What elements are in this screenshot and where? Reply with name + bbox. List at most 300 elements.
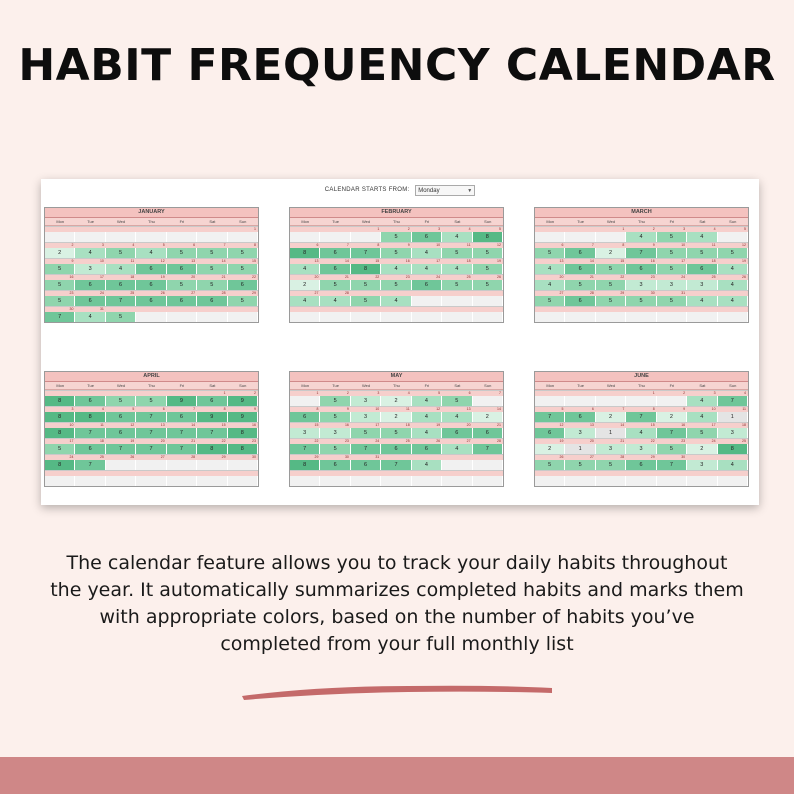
habit-count-cell[interactable]: 6 (381, 444, 411, 454)
habit-count-cell[interactable]: 9 (228, 412, 258, 422)
habit-count-cell[interactable] (565, 476, 595, 486)
habit-count-cell[interactable] (167, 232, 197, 242)
habit-count-row (45, 460, 258, 470)
habit-count-cell[interactable]: 5 (565, 280, 595, 290)
habit-count-cell[interactable] (45, 232, 75, 242)
habit-count-cell[interactable]: 7 (290, 444, 320, 454)
habit-count-cell[interactable] (535, 232, 565, 242)
habit-count-cell[interactable]: 8 (197, 444, 227, 454)
habit-count-cell[interactable]: 7 (136, 444, 166, 454)
habit-count-cell[interactable]: 3 (687, 280, 717, 290)
habit-count-row (535, 232, 748, 242)
calendar-week (45, 454, 258, 470)
date-number: 14 (589, 259, 594, 263)
habit-count-cell[interactable]: 2 (473, 412, 503, 422)
habit-count-cell[interactable] (106, 232, 136, 242)
habit-count-cell[interactable]: 8 (351, 264, 381, 274)
habit-count-cell[interactable]: 5 (197, 280, 227, 290)
habit-count-cell[interactable]: 5 (106, 312, 136, 322)
habit-count-cell[interactable]: 4 (412, 396, 442, 406)
habit-count-cell[interactable] (657, 312, 687, 322)
habit-count-cell[interactable]: 6 (136, 296, 166, 306)
habit-count-cell[interactable] (687, 476, 717, 486)
habit-count-cell[interactable]: 4 (320, 296, 350, 306)
habit-count-cell[interactable]: 3 (565, 428, 595, 438)
habit-count-cell[interactable] (442, 296, 472, 306)
habit-count-cell[interactable]: 5 (320, 280, 350, 290)
habit-count-cell[interactable]: 4 (290, 264, 320, 274)
habit-count-cell[interactable]: 5 (45, 444, 75, 454)
weekday-label: Tue (577, 383, 584, 388)
habit-count-cell[interactable]: 7 (535, 412, 565, 422)
habit-count-cell[interactable]: 3 (290, 428, 320, 438)
habit-count-cell[interactable]: 7 (167, 428, 197, 438)
habit-count-cell[interactable]: 6 (535, 428, 565, 438)
habit-count-cell[interactable]: 6 (136, 280, 166, 290)
habit-count-cell[interactable] (290, 232, 320, 242)
habit-count-cell[interactable]: 4 (290, 296, 320, 306)
habit-count-cell[interactable]: 3 (351, 412, 381, 422)
habit-count-cell[interactable]: 6 (473, 428, 503, 438)
habit-count-cell[interactable]: 7 (718, 396, 748, 406)
habit-count-cell[interactable] (473, 476, 503, 486)
habit-count-cell[interactable]: 7 (197, 428, 227, 438)
habit-count-cell[interactable]: 6 (75, 296, 105, 306)
habit-count-cell[interactable]: 5 (626, 296, 656, 306)
habit-count-cell[interactable]: 5 (535, 296, 565, 306)
habit-count-cell[interactable]: 5 (106, 248, 136, 258)
habit-count-cell[interactable]: 3 (626, 280, 656, 290)
habit-count-cell[interactable] (535, 476, 565, 486)
habit-count-cell[interactable]: 5 (718, 248, 748, 258)
habit-count-cell[interactable]: 6 (687, 264, 717, 274)
habit-count-cell[interactable]: 3 (75, 264, 105, 274)
habit-count-cell[interactable] (718, 232, 748, 242)
date-number: 26 (436, 439, 441, 443)
habit-count-row (290, 312, 503, 322)
habit-count-cell[interactable]: 8 (45, 428, 75, 438)
habit-count-cell[interactable] (442, 460, 472, 470)
habit-count-cell[interactable]: 8 (228, 444, 258, 454)
date-number: 28 (497, 439, 501, 443)
habit-count-cell[interactable]: 6 (197, 296, 227, 306)
habit-count-cell[interactable]: 7 (45, 312, 75, 322)
calendar-week (290, 470, 503, 486)
habit-count-row (290, 444, 503, 454)
habit-count-cell[interactable] (197, 476, 227, 486)
habit-count-cell[interactable] (75, 232, 105, 242)
habit-count-cell[interactable]: 7 (351, 444, 381, 454)
habit-count-cell[interactable] (228, 460, 258, 470)
date-number: 23 (252, 439, 256, 443)
habit-count-cell[interactable]: 5 (596, 296, 626, 306)
habit-count-cell[interactable]: 3 (718, 428, 748, 438)
habit-count-cell[interactable]: 4 (75, 312, 105, 322)
date-number: 7 (591, 243, 594, 247)
habit-count-cell[interactable]: 4 (535, 280, 565, 290)
habit-count-cell[interactable] (535, 396, 565, 406)
habit-count-cell[interactable]: 5 (442, 396, 472, 406)
habit-count-cell[interactable]: 4 (718, 460, 748, 470)
habit-count-cell[interactable]: 4 (442, 264, 472, 274)
habit-count-cell[interactable]: 2 (381, 412, 411, 422)
habit-count-cell[interactable] (381, 312, 411, 322)
habit-count-cell[interactable]: 6 (626, 460, 656, 470)
habit-count-cell[interactable] (473, 296, 503, 306)
habit-count-cell[interactable]: 4 (412, 412, 442, 422)
habit-count-row (535, 460, 748, 470)
habit-count-cell[interactable] (320, 312, 350, 322)
habit-count-cell[interactable]: 4 (412, 264, 442, 274)
habit-count-cell[interactable]: 4 (75, 248, 105, 258)
habit-count-cell[interactable] (657, 396, 687, 406)
habit-count-cell[interactable]: 5 (351, 296, 381, 306)
habit-count-cell[interactable]: 6 (75, 444, 105, 454)
habit-count-cell[interactable]: 5 (228, 248, 258, 258)
habit-count-cell[interactable]: 5 (473, 248, 503, 258)
habit-count-cell[interactable] (473, 312, 503, 322)
habit-count-cell[interactable] (45, 476, 75, 486)
habit-count-cell[interactable] (596, 476, 626, 486)
habit-count-cell[interactable]: 4 (106, 264, 136, 274)
habit-count-cell[interactable]: 8 (228, 428, 258, 438)
habit-count-cell[interactable]: 1 (596, 428, 626, 438)
habit-count-cell[interactable]: 7 (75, 428, 105, 438)
habit-count-cell[interactable]: 3 (351, 396, 381, 406)
habit-count-cell[interactable]: 4 (718, 264, 748, 274)
habit-count-cell[interactable]: 3 (657, 280, 687, 290)
habit-count-cell[interactable]: 5 (687, 248, 717, 258)
date-number: 20 (314, 275, 319, 279)
habit-count-cell[interactable]: 8 (45, 396, 75, 406)
habit-count-row (45, 296, 258, 306)
habit-count-cell[interactable]: 6 (320, 264, 350, 274)
date-number: 10 (69, 423, 74, 427)
habit-count-cell[interactable]: 4 (136, 248, 166, 258)
habit-count-cell[interactable]: 5 (381, 248, 411, 258)
habit-count-cell[interactable] (197, 460, 227, 470)
weekday-label: Sat (699, 219, 706, 224)
calendar-week (290, 406, 503, 422)
habit-count-cell[interactable]: 2 (687, 444, 717, 454)
habit-count-cell[interactable]: 5 (45, 296, 75, 306)
habit-count-cell[interactable] (106, 476, 136, 486)
habit-count-cell[interactable]: 4 (626, 428, 656, 438)
habit-count-cell[interactable] (657, 476, 687, 486)
habit-count-cell[interactable] (197, 232, 227, 242)
habit-count-cell[interactable]: 6 (106, 412, 136, 422)
habit-count-cell[interactable]: 6 (351, 460, 381, 470)
habit-count-cell[interactable]: 7 (75, 460, 105, 470)
month-name: APRIL (45, 372, 258, 382)
date-number: 4 (468, 227, 471, 231)
habit-count-cell[interactable] (136, 312, 166, 322)
habit-count-cell[interactable]: 5 (320, 412, 350, 422)
habit-count-cell[interactable] (565, 232, 595, 242)
habit-count-cell[interactable]: 5 (535, 248, 565, 258)
habit-count-cell[interactable]: 5 (228, 264, 258, 274)
habit-count-cell[interactable] (228, 312, 258, 322)
date-number: 3 (438, 227, 441, 231)
habit-count-cell[interactable]: 7 (106, 296, 136, 306)
habit-count-cell[interactable]: 4 (412, 248, 442, 258)
habit-count-cell[interactable] (136, 476, 166, 486)
habit-count-cell[interactable]: 5 (381, 280, 411, 290)
habit-count-cell[interactable]: 5 (596, 280, 626, 290)
habit-count-cell[interactable]: 2 (381, 396, 411, 406)
habit-count-cell[interactable]: 8 (45, 460, 75, 470)
habit-count-cell[interactable] (412, 296, 442, 306)
habit-count-cell[interactable]: 5 (167, 248, 197, 258)
habit-count-cell[interactable]: 5 (45, 264, 75, 274)
habit-count-cell[interactable]: 5 (657, 264, 687, 274)
habit-count-cell[interactable] (228, 232, 258, 242)
habit-count-cell[interactable] (626, 396, 656, 406)
habit-count-cell[interactable]: 6 (442, 428, 472, 438)
habit-count-cell[interactable]: 4 (687, 232, 717, 242)
habit-count-cell[interactable]: 4 (535, 264, 565, 274)
weekday-label: Tue (87, 383, 94, 388)
habit-count-cell[interactable] (106, 460, 136, 470)
habit-count-cell[interactable]: 2 (596, 412, 626, 422)
habit-count-cell[interactable]: 7 (136, 428, 166, 438)
habit-count-cell[interactable]: 7 (136, 412, 166, 422)
habit-count-row (290, 264, 503, 274)
date-number: 27 (160, 455, 165, 459)
habit-count-cell[interactable]: 6 (565, 248, 595, 258)
habit-count-cell[interactable]: 5 (473, 280, 503, 290)
habit-count-cell[interactable]: 4 (626, 232, 656, 242)
habit-count-cell[interactable] (626, 312, 656, 322)
habit-count-cell[interactable] (290, 476, 320, 486)
habit-count-cell[interactable]: 9 (228, 396, 258, 406)
habit-count-row (290, 476, 503, 486)
date-number: 1 (316, 391, 319, 395)
habit-count-cell[interactable]: 5 (136, 396, 166, 406)
habit-count-cell[interactable]: 5 (45, 280, 75, 290)
habit-count-cell[interactable] (167, 476, 197, 486)
habit-count-cell[interactable]: 4 (687, 412, 717, 422)
habit-count-cell[interactable]: 8 (290, 248, 320, 258)
month-name: MARCH (535, 208, 748, 218)
habit-count-cell[interactable]: 7 (167, 444, 197, 454)
habit-count-cell[interactable] (381, 476, 411, 486)
habit-count-cell[interactable] (75, 476, 105, 486)
habit-count-cell[interactable] (442, 476, 472, 486)
habit-count-cell[interactable] (167, 312, 197, 322)
habit-count-cell[interactable]: 1 (565, 444, 595, 454)
habit-count-cell[interactable]: 6 (565, 296, 595, 306)
habit-count-cell[interactable]: 8 (473, 232, 503, 242)
habit-count-cell[interactable]: 6 (320, 460, 350, 470)
habit-count-cell[interactable] (718, 476, 748, 486)
weekday-label: Wed (361, 219, 371, 224)
habit-count-cell[interactable]: 5 (473, 264, 503, 274)
habit-count-cell[interactable] (565, 396, 595, 406)
habit-count-row (45, 248, 258, 258)
habit-count-cell[interactable]: 6 (320, 248, 350, 258)
habit-count-cell[interactable]: 7 (351, 248, 381, 258)
habit-count-cell[interactable]: 2 (535, 444, 565, 454)
habit-count-cell[interactable]: 5 (657, 232, 687, 242)
habit-count-cell[interactable]: 5 (596, 460, 626, 470)
habit-count-cell[interactable]: 5 (167, 280, 197, 290)
habit-count-cell[interactable]: 5 (687, 428, 717, 438)
habit-count-cell[interactable]: 7 (657, 460, 687, 470)
habit-count-cell[interactable]: 7 (626, 412, 656, 422)
habit-count-cell[interactable]: 4 (381, 296, 411, 306)
habit-count-cell[interactable] (535, 312, 565, 322)
habit-count-cell[interactable] (197, 312, 227, 322)
habit-count-cell[interactable]: 8 (45, 412, 75, 422)
habit-count-cell[interactable]: 4 (442, 444, 472, 454)
habit-count-cell[interactable]: 7 (473, 444, 503, 454)
habit-count-cell[interactable]: 4 (412, 460, 442, 470)
habit-count-cell[interactable]: 5 (442, 248, 472, 258)
habit-count-cell[interactable] (565, 312, 595, 322)
habit-count-cell[interactable] (473, 396, 503, 406)
habit-count-cell[interactable]: 3 (687, 460, 717, 470)
habit-count-cell[interactable] (320, 232, 350, 242)
habit-count-cell[interactable]: 8 (290, 460, 320, 470)
habit-count-cell[interactable]: 8 (718, 444, 748, 454)
habit-count-cell[interactable]: 5 (535, 460, 565, 470)
habit-count-cell[interactable]: 5 (657, 296, 687, 306)
habit-count-cell[interactable]: 4 (442, 232, 472, 242)
habit-count-cell[interactable]: 7 (626, 248, 656, 258)
habit-count-cell[interactable]: 9 (167, 396, 197, 406)
date-number: 29 (314, 455, 319, 459)
habit-count-cell[interactable] (473, 460, 503, 470)
habit-count-cell[interactable]: 5 (320, 444, 350, 454)
habit-count-cell[interactable]: 7 (106, 444, 136, 454)
date-number: 24 (69, 455, 74, 459)
weekday-label: Tue (332, 219, 339, 224)
habit-count-cell[interactable]: 6 (106, 428, 136, 438)
habit-count-cell[interactable]: 6 (75, 280, 105, 290)
habit-count-cell[interactable] (596, 396, 626, 406)
calendar-week (290, 226, 503, 242)
habit-count-cell[interactable]: 5 (197, 248, 227, 258)
habit-count-cell[interactable]: 7 (381, 460, 411, 470)
habit-count-cell[interactable]: 6 (106, 280, 136, 290)
habit-count-cell[interactable]: 6 (565, 264, 595, 274)
date-number: 16 (344, 423, 349, 427)
habit-count-cell[interactable]: 2 (596, 248, 626, 258)
habit-count-cell[interactable] (136, 232, 166, 242)
habit-count-cell[interactable]: 6 (167, 264, 197, 274)
habit-count-cell[interactable] (596, 232, 626, 242)
habit-count-cell[interactable]: 9 (197, 412, 227, 422)
habit-count-cell[interactable]: 4 (687, 396, 717, 406)
date-number: 26 (160, 291, 165, 295)
habit-count-cell[interactable] (351, 232, 381, 242)
habit-count-cell[interactable]: 3 (626, 444, 656, 454)
habit-count-cell[interactable]: 6 (167, 412, 197, 422)
habit-count-cell[interactable]: 7 (657, 428, 687, 438)
start-day-dropdown[interactable] (415, 185, 475, 196)
habit-count-cell[interactable]: 6 (626, 264, 656, 274)
habit-count-cell[interactable]: 4 (381, 264, 411, 274)
habit-count-cell[interactable]: 6 (290, 412, 320, 422)
habit-count-cell[interactable]: 5 (320, 396, 350, 406)
habit-count-cell[interactable]: 6 (228, 280, 258, 290)
habit-count-cell[interactable] (228, 476, 258, 486)
habit-count-cell[interactable]: 6 (136, 264, 166, 274)
habit-count-cell[interactable]: 4 (412, 428, 442, 438)
date-number: 26 (497, 275, 501, 279)
habit-count-cell[interactable]: 6 (565, 412, 595, 422)
date-number: 5 (561, 407, 564, 411)
habit-count-cell[interactable] (412, 476, 442, 486)
habit-count-cell[interactable]: 4 (718, 296, 748, 306)
habit-count-cell[interactable] (351, 312, 381, 322)
habit-count-cell[interactable] (290, 396, 320, 406)
date-number: 9 (346, 407, 349, 411)
habit-count-row (290, 428, 503, 438)
habit-count-cell[interactable]: 3 (596, 444, 626, 454)
habit-count-cell[interactable]: 6 (412, 444, 442, 454)
calendar-week (290, 258, 503, 274)
date-number: 10 (375, 407, 380, 411)
habit-count-cell[interactable]: 5 (228, 296, 258, 306)
habit-count-cell[interactable] (351, 476, 381, 486)
habit-count-cell[interactable]: 5 (657, 444, 687, 454)
habit-count-cell[interactable] (687, 312, 717, 322)
habit-count-cell[interactable]: 8 (75, 412, 105, 422)
habit-count-cell[interactable] (320, 476, 350, 486)
weekday-label: Sat (209, 219, 216, 224)
habit-count-cell[interactable]: 4 (718, 280, 748, 290)
habit-count-cell[interactable]: 6 (75, 396, 105, 406)
habit-count-cell[interactable]: 2 (45, 248, 75, 258)
date-number: 13 (191, 259, 196, 263)
date-number: 21 (344, 275, 349, 279)
habit-count-cell[interactable]: 6 (412, 232, 442, 242)
habit-count-cell[interactable]: 2 (290, 280, 320, 290)
habit-count-cell[interactable]: 5 (442, 280, 472, 290)
habit-count-cell[interactable] (442, 312, 472, 322)
habit-count-cell[interactable] (412, 312, 442, 322)
habit-count-cell[interactable]: 5 (106, 396, 136, 406)
habit-count-cell[interactable]: 6 (197, 396, 227, 406)
habit-count-cell[interactable]: 5 (565, 460, 595, 470)
habit-count-cell[interactable]: 5 (381, 232, 411, 242)
calendar-week (535, 306, 748, 322)
habit-count-cell[interactable]: 5 (197, 264, 227, 274)
habit-count-cell[interactable] (626, 476, 656, 486)
habit-count-cell[interactable]: 5 (351, 280, 381, 290)
habit-count-cell[interactable] (136, 460, 166, 470)
habit-count-cell[interactable]: 6 (412, 280, 442, 290)
habit-count-row (45, 444, 258, 454)
habit-count-cell[interactable]: 1 (718, 412, 748, 422)
habit-count-cell[interactable]: 5 (657, 248, 687, 258)
habit-count-cell[interactable] (596, 312, 626, 322)
habit-count-cell[interactable]: 4 (687, 296, 717, 306)
habit-count-cell[interactable]: 5 (381, 428, 411, 438)
habit-count-cell[interactable] (718, 312, 748, 322)
habit-count-cell[interactable] (290, 312, 320, 322)
habit-count-cell[interactable] (167, 460, 197, 470)
habit-count-cell[interactable]: 4 (442, 412, 472, 422)
habit-count-cell[interactable]: 3 (320, 428, 350, 438)
habit-count-cell[interactable]: 5 (596, 264, 626, 274)
habit-count-cell[interactable]: 6 (167, 296, 197, 306)
habit-count-cell[interactable]: 2 (657, 412, 687, 422)
habit-count-cell[interactable]: 5 (351, 428, 381, 438)
weekday-label: Sun (239, 219, 247, 224)
